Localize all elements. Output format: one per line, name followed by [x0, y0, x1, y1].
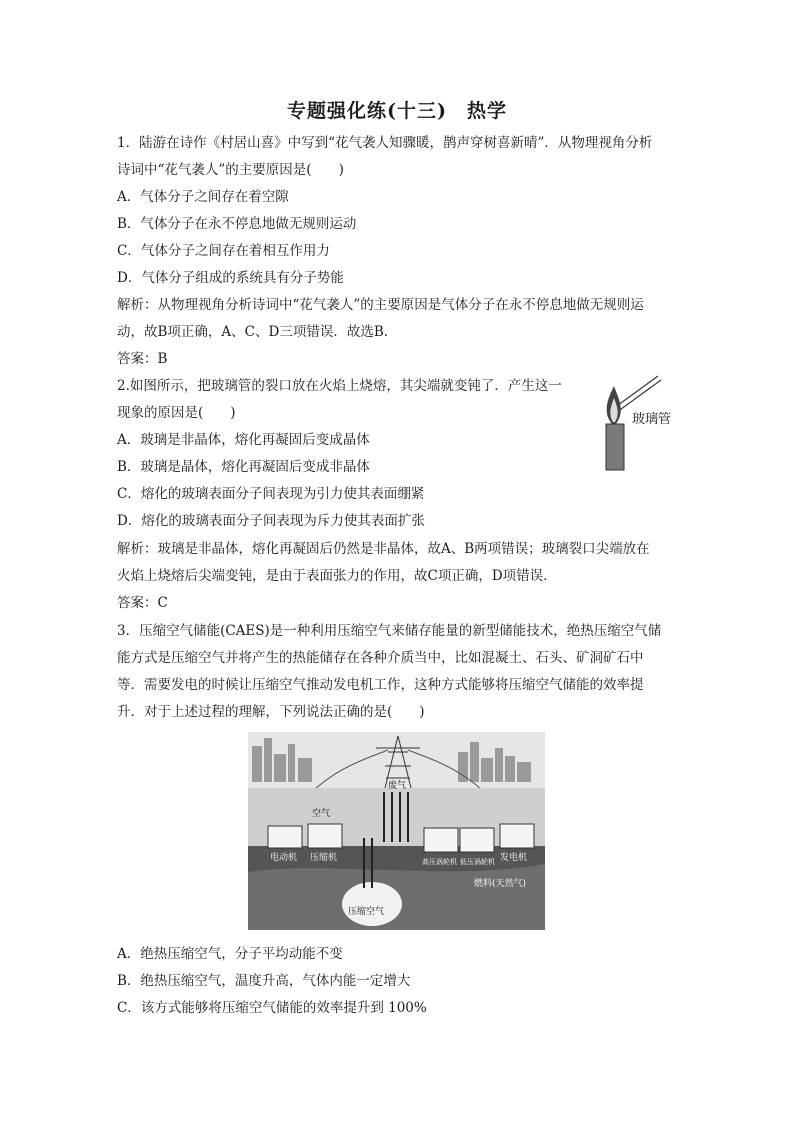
- motor-label: 电动机: [270, 853, 298, 863]
- air-label: 空气: [312, 809, 331, 819]
- q1-option-d: D．气体分子组成的系统具有分子势能: [117, 270, 344, 286]
- q1-answer: 答案：B: [117, 351, 168, 367]
- compressor-label: 压缩机: [310, 853, 338, 863]
- q2-option-c: C．熔化的玻璃表面分子间表现为引力使其表面绷紧: [117, 486, 425, 502]
- q3-option-a: A．绝热压缩空气，分子平均动能不变: [117, 946, 343, 962]
- q2-option-d: D．熔化的玻璃表面分子间表现为斥力使其表面扩张: [117, 513, 425, 529]
- hp-turbine-label: 高压涡轮机: [422, 858, 457, 866]
- q3-stem-line1: 3．压缩空气储能(CAES)是一种利用压缩空气来储存能量的新型储能技术，绝热压缩空气储: [117, 623, 662, 639]
- q3-option-c: C．该方式能够将压缩空气储能的效率提升到 100%: [117, 1000, 427, 1016]
- q2-analysis-line1: 解析：玻璃是非晶体，熔化再凝固后仍然是非晶体，故A、B两项错误；玻璃裂口尖端放在: [117, 541, 650, 557]
- q1-option-c: C．气体分子之间存在着相互作用力: [117, 243, 330, 259]
- waste-gas-label: 废气: [388, 781, 407, 791]
- fuel-label: 燃料(天然气): [474, 879, 527, 889]
- q1-analysis-line2: 动，故B项正确，A、C、D三项错误．故选B.: [117, 324, 389, 340]
- q1-analysis-line1: 解析：从物理视角分析诗词中“花气袭人”的主要原因是气体分子在永不停息地做无规则运: [117, 297, 644, 313]
- page-title: 专题强化练(十三) 热学: [287, 100, 507, 122]
- q2-stem-line1: 2.如图所示，把玻璃管的裂口放在火焰上烧熔，其尖端就变钝了．产生这一: [117, 378, 562, 394]
- glass-tube-label: 玻璃管: [632, 412, 672, 427]
- q2-analysis-line2: 火焰上烧熔后尖端变钝，是由于表面张力的作用，故C项正确，D项错误．: [117, 568, 557, 584]
- q3-stem-line2: 能方式是压缩空气并将产生的热能储存在各种介质当中，比如混凝土、石头、矿洞矿石中: [117, 650, 644, 666]
- q2-stem-line2: 现象的原因是( ): [117, 405, 236, 421]
- q1-stem-line1: 1．陆游在诗作《村居山喜》中写到“花气袭人知骤暖，鹊声穿树喜新晴”．从物理视角分析: [117, 135, 653, 151]
- caes-diagram: [248, 732, 545, 930]
- q2-option-b: B．玻璃是晶体，熔化再凝固后变成非晶体: [117, 459, 370, 475]
- q3-option-b: B．绝热压缩空气，温度升高，气体内能一定增大: [117, 973, 411, 989]
- q1-option-a: A．气体分子之间存在着空隙: [117, 189, 289, 205]
- lp-turbine-label: 低压涡轮机: [460, 858, 495, 866]
- compressed-air-label: 压缩空气: [348, 907, 385, 917]
- generator-label: 发电机: [500, 853, 528, 863]
- q3-stem-line3: 等．需要发电的时候让压缩空气推动发电机工作，这种方式能够将压缩空气储能的效率提: [117, 677, 644, 693]
- q1-option-b: B．气体分子在永不停息地做无规则运动: [117, 216, 357, 232]
- q3-stem-line4: 升．对于上述过程的理解，下列说法正确的是( ): [117, 704, 425, 720]
- q2-option-a: A．玻璃是非晶体，熔化再凝固后变成晶体: [117, 432, 370, 448]
- q2-answer: 答案：C: [117, 595, 168, 611]
- q1-stem-line2: 诗词中“花气袭人”的主要原因是( ): [117, 162, 344, 178]
